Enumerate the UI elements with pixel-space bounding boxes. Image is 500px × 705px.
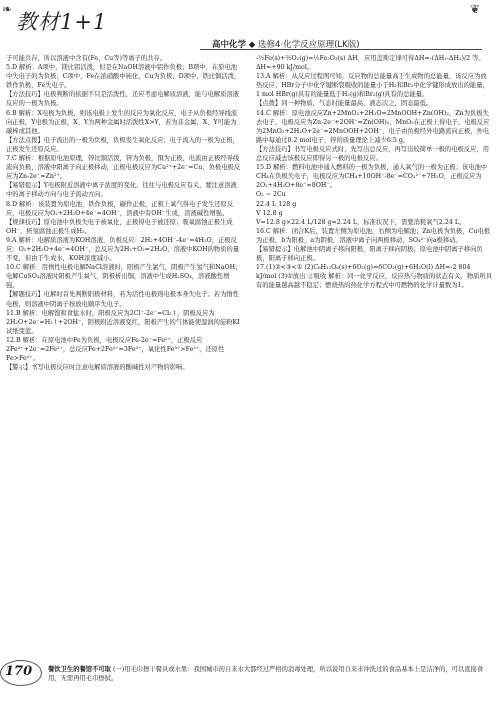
answer-paragraph: ΔH=+90 kJ/mol。 [256,64,314,72]
right-column [256,54,492,290]
answer-paragraph: 9.A 解析：电解质溶液为KOH溶液，负极反应：2H₂+4OH⁻-4e⁻=4H₂O，正极反应：O₂+2H₂O+4e⁻=4OH⁻，总反应为2H₂+O₂=2H₂O，溶液中KOH的物质的量不变，但由于生成水，KOH浓度减小。 [6,236,240,263]
answer-paragraph: 【方法技巧】电极判断的依据不只是活泼性，还应考虑电解质溶液，能与电解质溶液反应的一极为负极。 [6,91,239,108]
subject-label: 高中化学 [212,40,247,50]
answer-paragraph: 【点拨】同一种物质，气态时能量最高，液态次之，固态最低。 [256,100,433,108]
header-rule [200,49,482,50]
answer-paragraph: 11.B 解析：电解饱和食盐水时，阳极反应为2Cl⁻-2e⁻=Cl₂↑，阴极反应为2H₂O+2e⁻=H₂↑+2OH⁻，阴极附近溶液变红，阳极产生的气体能使湿润的淀粉KI试纸变蓝。 [6,309,240,335]
answer-paragraph: 22.4 L 128 g [256,200,297,208]
footer-note [48,665,488,683]
answer-paragraph: 6.B 解析：X电极为负极，则该电极上发生的反应为氧化反应，电子从负极经导线流向正极，Y电极为正极，X、Y为两种金属时活泼性X>Y，若为非金属，X、Y可能为碳棒或其他。 [6,109,238,135]
decoration-icon: ❦ [470,2,481,16]
answer-paragraph: 14.C 解析：原电池反应Zn+2MnO₂+2H₂O=2MnOOH+Zn(OH)₂，Zn为负极失去电子，电极反应为Zn-2e⁻+2OH⁻=Zn(OH)₂，MnO₂在正极上得电子，电极反应为2MnO₂+2H₂O+2e⁻=2MnOOH+2OH⁻，电子由负极经外电路流向正极，外电路中每通过0.2 mol电子，锌的质量理论上减少6.5 g。 [256,109,490,144]
answer-paragraph: 【警示】书写电极反应时注意电解质溶液的酸碱性对产物的影响。 [6,364,189,372]
answer-paragraph: 【规律技巧】原电池中负极失电子被氧化，正极得电子被还原；吸氧腐蚀正极生成OH⁻，析氢腐蚀正极生成H₂。 [6,218,233,235]
left-column [6,54,242,372]
page-header [0,0,500,52]
answer-paragraph: 子可能共存，所以溶液中含有(Fe、Cu等)等离子的共存。 [6,55,167,62]
footer-title: 餐饮卫生的餐馆不可取 [48,666,111,673]
footer-body: (一)用毛巾擦干餐具或水果：我国城市的自来水大都经过严格的消毒处理，所以说用自来水冲洗过的食品基本上是洁净的，可以直接食用，无需再用毛巾擦拭。 [48,666,484,682]
answer-paragraph: O₂ ~ 2Cu [256,191,286,199]
answer-paragraph: 【方法点拨】电子流出的一极为负极，负极发生氧化反应；电子流入的一极为正极，正极发生还原反应。 [6,136,239,153]
answer-paragraph: 15.D 解析：燃料电池中通入燃料的一极为负极，通入氧气的一极为正极；该电池中CH₄在负极失电子，电极反应为CH₄+10OH⁻-8e⁻=CO₃²⁻+7H₂O，正极反应为2O₂+4H₂O+8e⁻=8OH⁻。 [256,164,488,190]
edition-label: 选修4·化学反应原理(LK版) [257,40,360,50]
answer-paragraph: 8.D 解析：该装置为原电池，铁作负极，碳作正极，正极上氧气得电子发生还原反应，电极反应为O₂+2H₂O+4e⁻=4OH⁻，溶液中有OH⁻生成，溶液碱性增强。 [6,200,234,217]
page-footer [0,660,500,705]
answer-paragraph: 5.D 解析：A项中，镁比铝活泼，但是在NaOH溶液中铝作负极；B项中，在原电池中失电子的为负极；C项中，Fe在浓硝酸中钝化，Cu为负极；D项中，铁比铜活泼，铁作负极，Fe失电子。 [6,64,241,90]
answer-paragraph: 【解题技巧】电解时首先判断阳极材料，若为活性电极则电极本身失电子；若为惰性电极，则溶液中阴离子按放电顺序失电子。 [6,291,239,308]
answer-paragraph: V 12.8 g [256,209,283,217]
answer-paragraph: 13.A 解析：从反应过程图可知，反应物的总能量高于生成物的总能量，该反应为放热反应；HBr分子中化学键断裂吸收的能量小于H₂和Br₂中化学键形成放出的能量，1 mol HBr(g)具有的能量低于H₂(g)和Br₂(g)具有的总能量。 [256,73,489,99]
answer-paragraph: 16.C 解析：闭合K后，装置左侧为原电池，右侧为电解池；Zn电极为负极，Cu电极为正极，b为阳极，a为阴极，溶液中离子向两极移动，SO₄²⁻向a极移动。 [256,227,491,244]
header-title: 高中化学 ◆ 选修4·化学反应原理(LK版) [212,40,360,50]
answer-paragraph: 【方法技巧】书写电极反应式时，先写出总反应，再写出较简单一极的电极反应，用总反应减去该极反应即得另一极的电极反应。 [256,145,489,163]
answer-paragraph: 【易错提示】电解池中阴离子移向阳极，阳离子移向阴极；原电池中阴离子移向负极，阳离子移向正极。 [256,245,483,263]
answer-paragraph: 12.B 解析：在原电池中Fe为负极，电极反应Fe-2e⁻=Fe²⁺，正极反应2Fe³⁺+2e⁻=2Fe²⁺，总反应Fe+2Fe³⁺=3Fe²⁺，氧化性Fe³⁺>Fe²⁺，还原性Fe>Fe²⁺。 [6,336,225,363]
answer-paragraph: 10.C 解析：用惰性电极电解NaCl溶液时，阳极产生氯气，阴极产生氢气和NaOH；电解CuSO₄溶液时阳极产生氧气，阴极析出铜，溶液中生成H₂SO₄，溶液酸性增强。 [6,264,242,290]
page-number: 170 [5,664,33,679]
answer-paragraph: 【易错提示】Y电极附近溶液中离子浓度的变化，往往与电极反应有关，要注意溶液中的离子移动方向与电子流动方向。 [6,182,237,199]
decoration-icon: ❧ [2,2,13,16]
book-logo: 教材1+1 [16,10,108,34]
answer-paragraph: -½Fe(s)+⅔O₂(g)=½Fe₂O₃(s) ΔH，应用盖斯定律可得ΔH=-(ΔH₁-ΔH₂)/2 等。 [256,55,485,62]
answer-paragraph: V=12.8 g×22.4 L/128 g=2.24 L，标准状况下，需要消耗氧气2.24 L。 [256,218,466,226]
answer-paragraph: 7.C 解析：根据原电池原理，锌比铜活泼，锌为负极，铜为正极，电流由正极经导线流向负极，溶液中阳离子向正极移动，正极电极反应为Cu²⁺+2e⁻=Cu，负极电极反应为Zn-2e⁻=Zn²⁺。 [6,155,241,181]
answer-paragraph: 17.(1)②<③<① (2)C₆H₁₂O₆(s)+6O₂(g)=6CO₂(g)+6H₂O(l) ΔH=-2 804 kJ/mol (3)①放出 ②吸收 解析：同一化学反应，反应热与物质的状态有关，物质所具有的能量越高越不稳定；燃烧热的热化学方程式中可燃物的化学计量数为1。 [256,264,493,290]
